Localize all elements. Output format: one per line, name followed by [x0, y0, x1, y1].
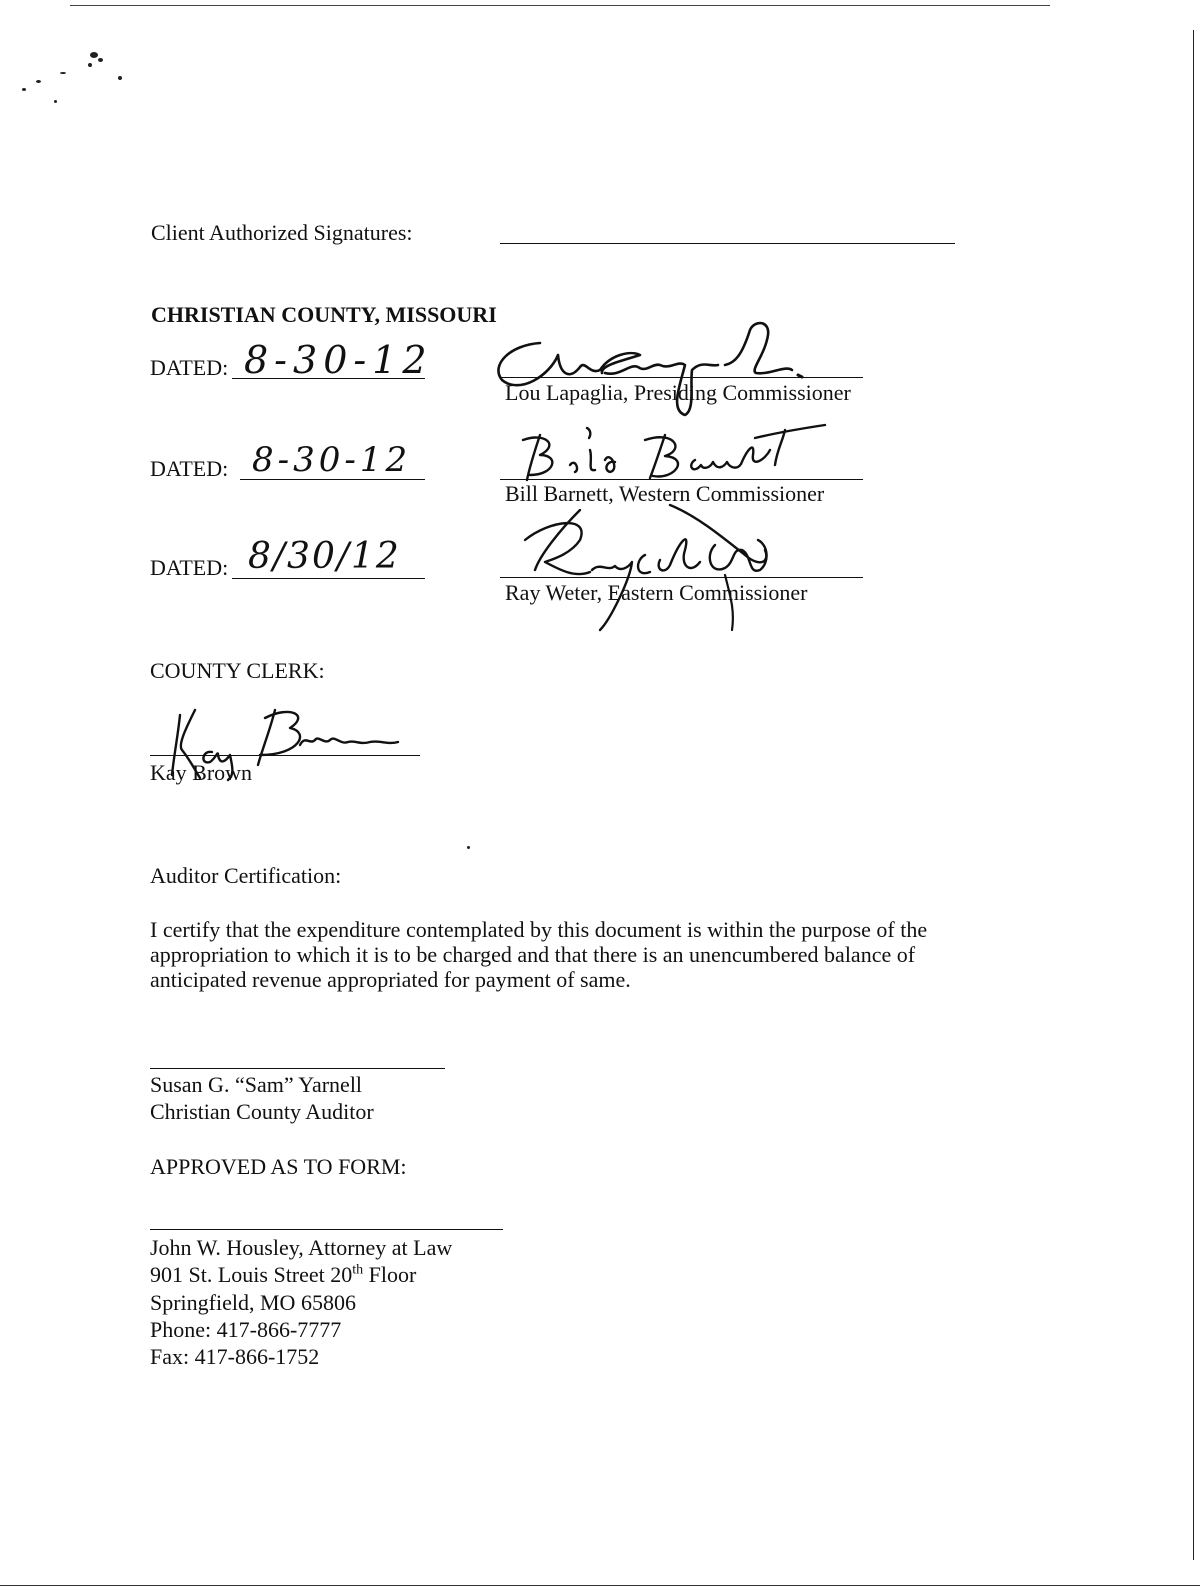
scan-bottom-edge — [0, 1585, 1200, 1586]
dated-label: DATED: — [150, 355, 229, 380]
attorney-city: Springfield, MO 65806 — [150, 1290, 356, 1315]
signature-ray-weter — [520, 500, 790, 635]
commissioner-name-title: Bill Barnett, Western Commissioner — [505, 481, 825, 506]
commissioner-name-title: Lou Lapaglia, Presiding Commissioner — [505, 380, 851, 405]
signature-bill-barnett — [515, 420, 835, 490]
client-signature-line — [500, 243, 955, 244]
handwritten-date: 8-30-12 — [252, 440, 412, 480]
attorney-name: John W. Housley, Attorney at Law — [150, 1235, 453, 1260]
attorney-signature-line — [150, 1229, 503, 1230]
dated-label: DATED: — [150, 456, 229, 481]
approved-heading: APPROVED AS TO FORM: — [150, 1154, 407, 1179]
street-floor: Floor — [363, 1262, 417, 1287]
clerk-name: Kay Brown — [150, 760, 253, 785]
commissioner-name-title: Ray Weter, Eastern Commissioner — [505, 580, 808, 605]
dated-label: DATED: — [150, 555, 229, 580]
attorney-fax: Fax: 417-866-1752 — [150, 1344, 320, 1369]
statement-line: appropriation to which it is to be charged and that there is an unencumbered balance of — [150, 942, 916, 967]
handwritten-date: 8/30/12 — [248, 536, 401, 577]
client-signatures-heading: Client Authorized Signatures: — [151, 220, 413, 245]
street-ordinal: th — [352, 1262, 364, 1278]
signature-lou-lapaglia — [480, 315, 810, 425]
auditor-heading: Auditor Certification: — [150, 863, 342, 888]
auditor-name: Susan G. “Sam” Yarnell — [150, 1072, 363, 1097]
scan-right-edge — [1193, 30, 1194, 1560]
signature-kay-brown — [160, 700, 420, 780]
auditor-title: Christian County Auditor — [150, 1099, 374, 1124]
statement-line: anticipated revenue appropriated for payment of same. — [150, 967, 631, 992]
handwritten-date: 8-30-12 — [244, 338, 433, 382]
statement-line: I certify that the expenditure contemplated by this document is within the purpose of the — [150, 917, 928, 942]
attorney-street — [150, 1262, 416, 1288]
street-text: 901 St. Louis Street 20 — [150, 1262, 353, 1287]
attorney-phone: Phone: 417-866-7777 — [150, 1317, 342, 1342]
county-heading: CHRISTIAN COUNTY, MISSOURI — [151, 302, 497, 327]
scan-top-edge — [70, 5, 1050, 6]
auditor-signature-line — [150, 1068, 445, 1069]
county-clerk-heading: COUNTY CLERK: — [150, 658, 325, 683]
date-line — [232, 578, 425, 579]
